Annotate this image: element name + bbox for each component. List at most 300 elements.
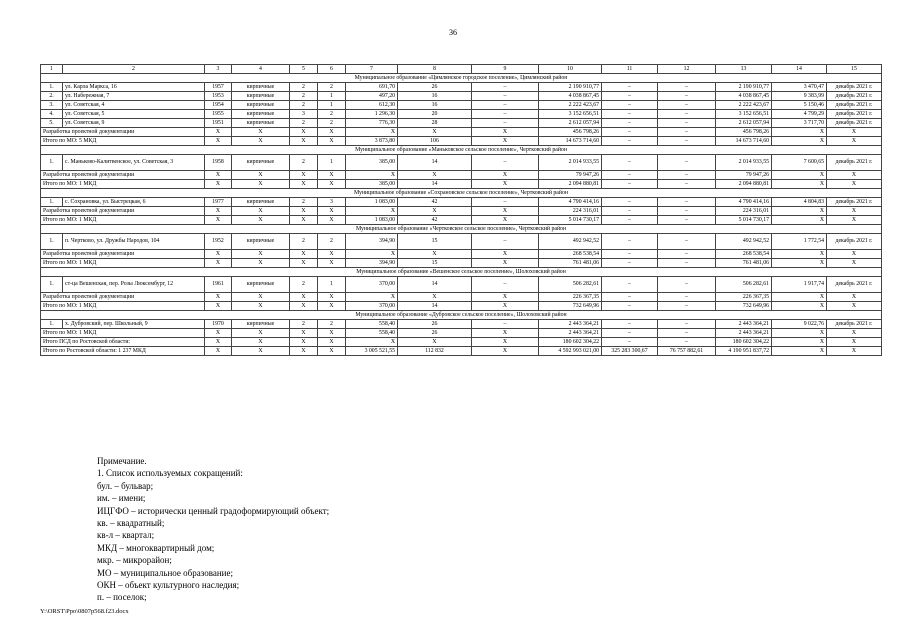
summary-cell: X [205,338,232,347]
building-cell: – [658,234,716,250]
summary-cell: – [602,259,658,268]
summary-cell: – [602,250,658,259]
building-cell: 612,30 [346,101,398,110]
summary-cell: X [772,250,827,259]
summary-label-cell: Разработка проектной документации [41,128,205,137]
summary-cell: – [658,338,716,347]
summary-cell: 2 094 880,81 [539,180,602,189]
note-line: ОКН – объект культурного наследия; [97,580,240,591]
summary-cell: X [827,207,882,216]
building-cell: 776,30 [346,119,398,128]
summary-cell: X [472,302,539,311]
building-cell: – [472,83,539,92]
summary-cell: X [205,329,232,338]
summary-cell: X [205,137,232,146]
municipality-summary-row [41,250,882,259]
building-cell: 385,00 [346,155,398,171]
building-cell: – [602,277,658,293]
building-cell: 492 942,52 [539,234,602,250]
summary-cell: – [602,171,658,180]
summary-cell: X [827,259,882,268]
summary-cell: – [602,128,658,137]
building-cell: 9 383,99 [772,92,827,101]
summary-label-cell: Итого ПСД по Ростовской области: [41,338,205,347]
building-cell: ул. Советская, 4 [63,101,205,110]
summary-cell: 112 832 [398,347,472,356]
summary-cell: 370,00 [346,302,398,311]
summary-cell: 76 757 882,61 [658,347,716,356]
summary-cell: 394,90 [346,259,398,268]
building-cell: кирпичные [232,119,290,128]
summary-cell: X [318,329,346,338]
summary-cell: 325 283 300,67 [602,347,658,356]
summary-cell: X [205,171,232,180]
summary-label-cell: Итого по Ростовской области: 1 237 МКД [41,347,205,356]
building-cell: – [472,101,539,110]
building-cell: 4 790 414,16 [716,198,772,207]
building-cell: 506 282,61 [716,277,772,293]
summary-cell: X [232,347,290,356]
summary-label-cell: Итого по МО: 1 МКД [41,329,205,338]
building-cell: декабрь 2021 г. [827,110,882,119]
building-cell: – [658,277,716,293]
page-number: 36 [449,28,457,37]
building-cell: п. Чертково, ул. Дружбы Народов, 104 [63,234,205,250]
summary-cell: X [346,171,398,180]
building-cell: – [602,119,658,128]
column-number-cell: 2 [63,65,205,74]
building-cell: 1 083,00 [346,198,398,207]
building-cell: 2 [318,234,346,250]
summary-cell: 456 798,26 [539,128,602,137]
summary-label-cell: Итого по МО: 1 МКД [41,216,205,225]
region-total-row [41,338,882,347]
note-line: бул. – бульвар; [97,480,154,491]
municipality-summary-row [41,302,882,311]
building-cell: 2 612 057,94 [539,119,602,128]
summary-cell: X [472,128,539,137]
municipality-header-row [41,74,882,83]
summary-cell: X [318,128,346,137]
notes-section [97,455,329,604]
building-row [41,119,882,128]
summary-cell: – [602,137,658,146]
building-cell: 558,40 [346,320,398,329]
summary-cell: X [827,250,882,259]
building-cell: 1958 [205,155,232,171]
summary-cell: X [290,207,318,216]
summary-cell: X [290,137,318,146]
summary-cell: X [472,347,539,356]
summary-cell: X [290,338,318,347]
building-cell: – [472,320,539,329]
building-cell: – [472,277,539,293]
summary-cell: X [318,180,346,189]
summary-cell: X [232,216,290,225]
summary-cell: – [658,329,716,338]
building-cell: 1 [318,101,346,110]
building-cell: 1. [41,83,63,92]
summary-cell: X [232,338,290,347]
summary-cell: 15 [398,259,472,268]
municipality-title: Муниципальное образование «Дубровское сельское поселение», Шолоховский район [41,311,882,320]
column-number-cell: 5 [290,65,318,74]
building-cell: – [658,101,716,110]
building-cell: 1952 [205,234,232,250]
building-cell: х. Дубровский, пер. Школьный, 9 [63,320,205,329]
summary-cell: 224 316,01 [539,207,602,216]
building-cell: – [602,234,658,250]
building-cell: декабрь 2021 г. [827,198,882,207]
building-cell: 1 [318,155,346,171]
building-cell: 1. [41,320,63,329]
building-cell: 2 612 057,94 [716,119,772,128]
summary-cell: X [318,250,346,259]
building-cell: 2 [318,320,346,329]
building-cell: с. Маньково-Калитвенское, ул. Советская, 3 [63,155,205,171]
summary-cell: 42 [398,216,472,225]
summary-cell: X [205,128,232,137]
summary-cell: X [205,302,232,311]
note-line: МКД – многоквартирный дом; [97,542,215,553]
summary-cell: 79 947,26 [716,171,772,180]
summary-cell: – [658,302,716,311]
building-cell: 1. [41,155,63,171]
building-row [41,155,882,171]
note-line: им. – имени; [97,493,146,504]
municipality-summary-row [41,128,882,137]
building-cell: 3 152 656,51 [539,110,602,119]
summary-cell: X [827,338,882,347]
summary-cell: 5 014 730,17 [716,216,772,225]
summary-cell: X [827,171,882,180]
summary-cell: – [658,293,716,302]
column-number-cell: 6 [318,65,346,74]
building-cell: 5 150,46 [772,101,827,110]
summary-cell: 1 083,00 [346,216,398,225]
building-cell: 28 [398,119,472,128]
building-cell: 2 190 910,77 [539,83,602,92]
summary-cell: X [827,137,882,146]
municipality-summary-row [41,259,882,268]
summary-cell: X [232,250,290,259]
summary-cell: X [472,338,539,347]
building-cell: ул. Советская, 5 [63,110,205,119]
summary-cell: 14 673 714,60 [539,137,602,146]
summary-cell: X [472,250,539,259]
municipality-title: Муниципальное образование «Цимлянское городское поселение», Цимлянский район [41,74,882,83]
summary-cell: 732 649,96 [716,302,772,311]
summary-cell: X [290,329,318,338]
summary-cell: X [398,338,472,347]
summary-cell: X [232,302,290,311]
building-cell: 1. [41,277,63,293]
building-cell: 4. [41,110,63,119]
summary-label-cell: Разработка проектной документации [41,250,205,259]
municipality-title: Муниципальное образование «Сохрановское сельское поселение», Чертковский район [41,189,882,198]
building-cell: 26 [398,83,472,92]
summary-cell: – [658,128,716,137]
summary-cell: X [398,250,472,259]
building-cell: – [658,198,716,207]
building-cell: – [472,234,539,250]
summary-cell: X [205,293,232,302]
summary-cell: 3 873,80 [346,137,398,146]
building-cell: 4 804,83 [772,198,827,207]
summary-cell: X [398,171,472,180]
building-cell: 2 222 423,67 [539,101,602,110]
building-cell: 2 443 364,21 [716,320,772,329]
building-cell: ул. Советская, 9 [63,119,205,128]
summary-cell: X [772,216,827,225]
column-number-cell: 8 [398,65,472,74]
summary-cell: X [290,171,318,180]
building-cell: 3. [41,101,63,110]
municipality-header-row [41,311,882,320]
summary-cell: X [318,302,346,311]
summary-cell: X [827,293,882,302]
building-cell: 20 [398,110,472,119]
building-cell: – [602,92,658,101]
summary-cell: X [472,171,539,180]
summary-cell: X [318,259,346,268]
summary-cell: X [398,128,472,137]
building-cell: 9 022,76 [772,320,827,329]
summary-cell: X [772,137,827,146]
column-number-cell: 12 [658,65,716,74]
building-cell: 2 [290,277,318,293]
building-cell: 1954 [205,101,232,110]
building-cell: – [472,92,539,101]
summary-cell: X [398,207,472,216]
municipality-summary-row [41,293,882,302]
building-cell: 1953 [205,92,232,101]
summary-label-cell: Разработка проектной документации [41,171,205,180]
summary-label-cell: Разработка проектной документации [41,293,205,302]
building-cell: с. Сохрановка, ул. Быстрецкая, 6 [63,198,205,207]
building-cell: – [658,320,716,329]
summary-cell: X [472,207,539,216]
summary-cell: 14 [398,302,472,311]
summary-cell: X [772,329,827,338]
building-cell: – [602,198,658,207]
building-row [41,101,882,110]
building-cell: 2 443 364,21 [539,320,602,329]
building-cell: 5. [41,119,63,128]
building-cell: 3 470,47 [772,83,827,92]
building-cell: – [658,83,716,92]
summary-cell: 226 367,35 [539,293,602,302]
footer-file-path: Y:\ORST\Ppo\0807p568.f23.docx [40,608,129,615]
summary-cell: 106 [398,137,472,146]
building-cell: 691,70 [346,83,398,92]
summary-cell: X [772,128,827,137]
summary-cell: – [602,216,658,225]
note-line: п. – поселок; [97,592,147,603]
building-cell: 3 152 656,51 [716,110,772,119]
summary-cell: X [232,259,290,268]
summary-cell: – [658,180,716,189]
summary-cell: 3 005 521,55 [346,347,398,356]
summary-cell: 268 538,54 [716,250,772,259]
summary-cell: X [290,216,318,225]
summary-cell: 4 190 951 837,72 [716,347,772,356]
summary-cell: X [290,128,318,137]
municipality-header-row [41,225,882,234]
building-cell: декабрь 2021 г. [827,92,882,101]
summary-label-cell: Итого по МО: 1 МКД [41,259,205,268]
summary-cell: X [346,250,398,259]
summary-cell: X [232,207,290,216]
municipality-title: Муниципальное образование «Маньковское сельское поселение», Чертковский район [41,146,882,155]
summary-cell: X [232,137,290,146]
summary-cell: X [318,338,346,347]
summary-cell: X [318,137,346,146]
building-cell: 1951 [205,119,232,128]
building-cell: кирпичные [232,155,290,171]
summary-cell: 14 673 714,60 [716,137,772,146]
summary-cell: 180 602 304,22 [539,338,602,347]
building-cell: кирпичные [232,234,290,250]
summary-cell: X [318,207,346,216]
building-cell: – [658,119,716,128]
summary-cell: X [472,259,539,268]
summary-cell: 180 602 304,22 [716,338,772,347]
building-cell: 15 [398,234,472,250]
summary-cell: 5 014 730,17 [539,216,602,225]
note-line: МО – муниципальное образование; [97,567,233,578]
column-number-row [41,65,882,74]
note-line: мкр. – микрорайон; [97,555,172,566]
building-cell: кирпичные [232,277,290,293]
municipality-summary-row [41,329,882,338]
building-cell: кирпичные [232,101,290,110]
building-cell: – [602,155,658,171]
summary-cell: X [318,347,346,356]
summary-cell: X [827,347,882,356]
building-cell: 2 014 933,55 [539,155,602,171]
building-cell: 4 038 867,45 [716,92,772,101]
summary-cell: X [290,259,318,268]
building-cell: ул. Набережная, 7 [63,92,205,101]
note-line: ИЦГФО – исторически ценный градоформирующий объект; [97,505,330,516]
summary-cell: – [658,207,716,216]
building-cell: 42 [398,198,472,207]
summary-cell: X [472,137,539,146]
summary-cell: – [602,293,658,302]
summary-cell: – [658,250,716,259]
summary-cell: – [658,216,716,225]
building-cell: 492 942,52 [716,234,772,250]
summary-cell: X [205,250,232,259]
summary-cell: X [232,329,290,338]
summary-cell: 226 367,35 [716,293,772,302]
column-number-cell: 13 [716,65,772,74]
summary-cell: X [472,216,539,225]
building-cell: декабрь 2021 г. [827,277,882,293]
building-cell: декабрь 2021 г. [827,83,882,92]
summary-cell: X [290,250,318,259]
building-row [41,320,882,329]
summary-cell: X [772,171,827,180]
column-number-cell: 14 [772,65,827,74]
building-cell: 1 [318,92,346,101]
summary-label-cell: Итого по МО: 5 МКД [41,137,205,146]
summary-cell: X [827,128,882,137]
summary-cell: X [205,216,232,225]
municipality-header-row [41,268,882,277]
building-cell: 7 600,65 [772,155,827,171]
summary-cell: X [472,293,539,302]
summary-cell: 224 316,01 [716,207,772,216]
building-cell: декабрь 2021 г. [827,234,882,250]
column-number-cell: 4 [232,65,290,74]
summary-cell: X [318,293,346,302]
summary-cell: X [205,347,232,356]
building-cell: 14 [398,277,472,293]
municipality-title: Муниципальное образование «Чертковское сельское поселение», Чертковский район [41,225,882,234]
building-cell: 2 014 933,55 [716,155,772,171]
summary-cell: X [827,302,882,311]
building-cell: 1957 [205,83,232,92]
building-cell: 2 190 910,77 [716,83,772,92]
summary-cell: X [232,171,290,180]
summary-cell: 79 947,26 [539,171,602,180]
summary-cell: 761 481,06 [539,259,602,268]
municipality-summary-row [41,171,882,180]
building-cell: 2 [318,110,346,119]
summary-cell: X [346,128,398,137]
summary-label-cell: Итого по МО: 1 МКД [41,302,205,311]
summary-cell: 761 481,06 [716,259,772,268]
building-cell: 2 222 423,67 [716,101,772,110]
municipality-summary-row [41,216,882,225]
building-cell: – [472,198,539,207]
summary-cell: X [318,216,346,225]
building-cell: 2 [290,92,318,101]
summary-cell: – [602,302,658,311]
building-cell: декабрь 2021 г. [827,155,882,171]
building-cell: 26 [398,320,472,329]
note-line: кв. – квадратный; [97,518,165,529]
summary-cell: – [658,259,716,268]
note-line: кв-л – квартал; [97,530,155,541]
building-cell: 1. [41,198,63,207]
summary-cell: X [827,329,882,338]
summary-cell: 2 443 364,21 [716,329,772,338]
summary-cell: X [772,207,827,216]
building-cell: ул. Карла Маркса, 16 [63,83,205,92]
building-cell: 2. [41,92,63,101]
municipality-summary-row [41,180,882,189]
summary-cell: X [290,302,318,311]
note-line: 1. Список используемых сокращений: [97,468,243,479]
building-cell: ст-ца Вешенская, пер. Розы Люксембург, 12 [63,277,205,293]
building-cell: – [658,110,716,119]
building-cell: 2 [290,234,318,250]
summary-cell: X [772,302,827,311]
building-cell: – [602,110,658,119]
building-cell: – [658,92,716,101]
column-number-cell: 10 [539,65,602,74]
summary-cell: 2 443 364,21 [539,329,602,338]
building-cell: декабрь 2021 г. [827,119,882,128]
building-cell: 3 [318,198,346,207]
summary-cell: 732 649,96 [539,302,602,311]
building-cell: 3 717,70 [772,119,827,128]
building-cell: кирпичные [232,92,290,101]
building-row [41,83,882,92]
